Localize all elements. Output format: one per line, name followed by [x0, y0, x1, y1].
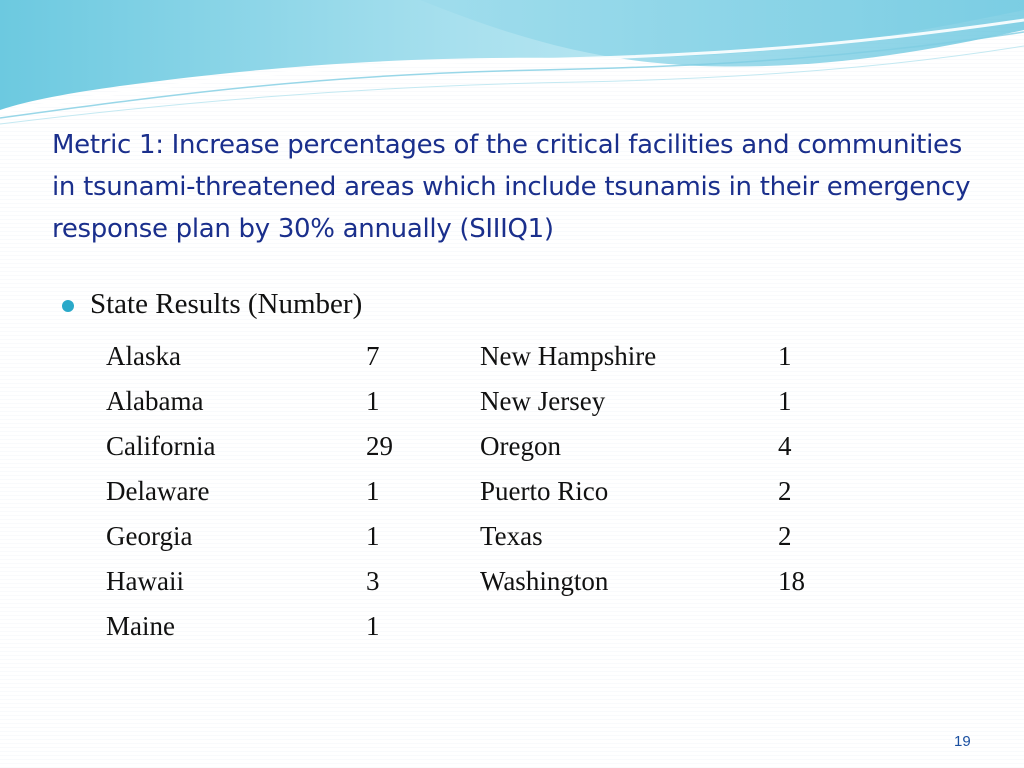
- state-count: 18: [778, 566, 805, 596]
- state-count: 2: [778, 521, 792, 551]
- state-name: California: [106, 431, 216, 461]
- state-count: 1: [778, 386, 792, 416]
- state-count: 1: [366, 611, 380, 641]
- state-name: Washington: [480, 566, 609, 596]
- table-row: [106, 605, 838, 650]
- state-name: Georgia: [106, 521, 193, 551]
- table-row: [106, 425, 838, 470]
- table-row: [106, 380, 838, 425]
- state-name: Maine: [106, 611, 175, 641]
- page-number: 19: [954, 733, 971, 750]
- state-count: 1: [366, 386, 380, 416]
- state-results-table: [106, 335, 838, 650]
- table-row: [106, 335, 838, 380]
- table-row: [106, 560, 838, 605]
- slide-title: Metric 1: Increase percentages of the critical facilities and communities in tsunami-threatened areas which include tsunamis in their emergency response plan by 30% annually (SIIIQ1): [52, 130, 971, 244]
- state-name: Delaware: [106, 476, 210, 506]
- table-row: [106, 470, 838, 515]
- state-count: [778, 605, 838, 650]
- state-count: 4: [778, 431, 792, 461]
- state-count: 1: [366, 521, 380, 551]
- bullet-label: State Results (Number): [90, 288, 363, 320]
- state-name: Alaska: [106, 341, 181, 371]
- wave-header-decoration: [0, 0, 1024, 130]
- state-name: New Hampshire: [480, 341, 657, 371]
- state-name: New Jersey: [480, 386, 606, 416]
- state-count: 2: [778, 476, 792, 506]
- state-name: Hawaii: [106, 566, 184, 596]
- bullet-item: [62, 288, 362, 321]
- state-name: Texas: [480, 521, 543, 551]
- state-count: 29: [366, 431, 393, 461]
- table-row: [106, 515, 838, 560]
- state-name: [480, 605, 778, 650]
- state-name: Puerto Rico: [480, 476, 609, 506]
- state-count: 7: [366, 341, 380, 371]
- state-name: Oregon: [480, 431, 561, 461]
- state-count: 3: [366, 566, 380, 596]
- state-count: 1: [778, 341, 792, 371]
- state-name: Alabama: [106, 386, 204, 416]
- state-count: 1: [366, 476, 380, 506]
- bullet-dot-icon: [62, 300, 74, 312]
